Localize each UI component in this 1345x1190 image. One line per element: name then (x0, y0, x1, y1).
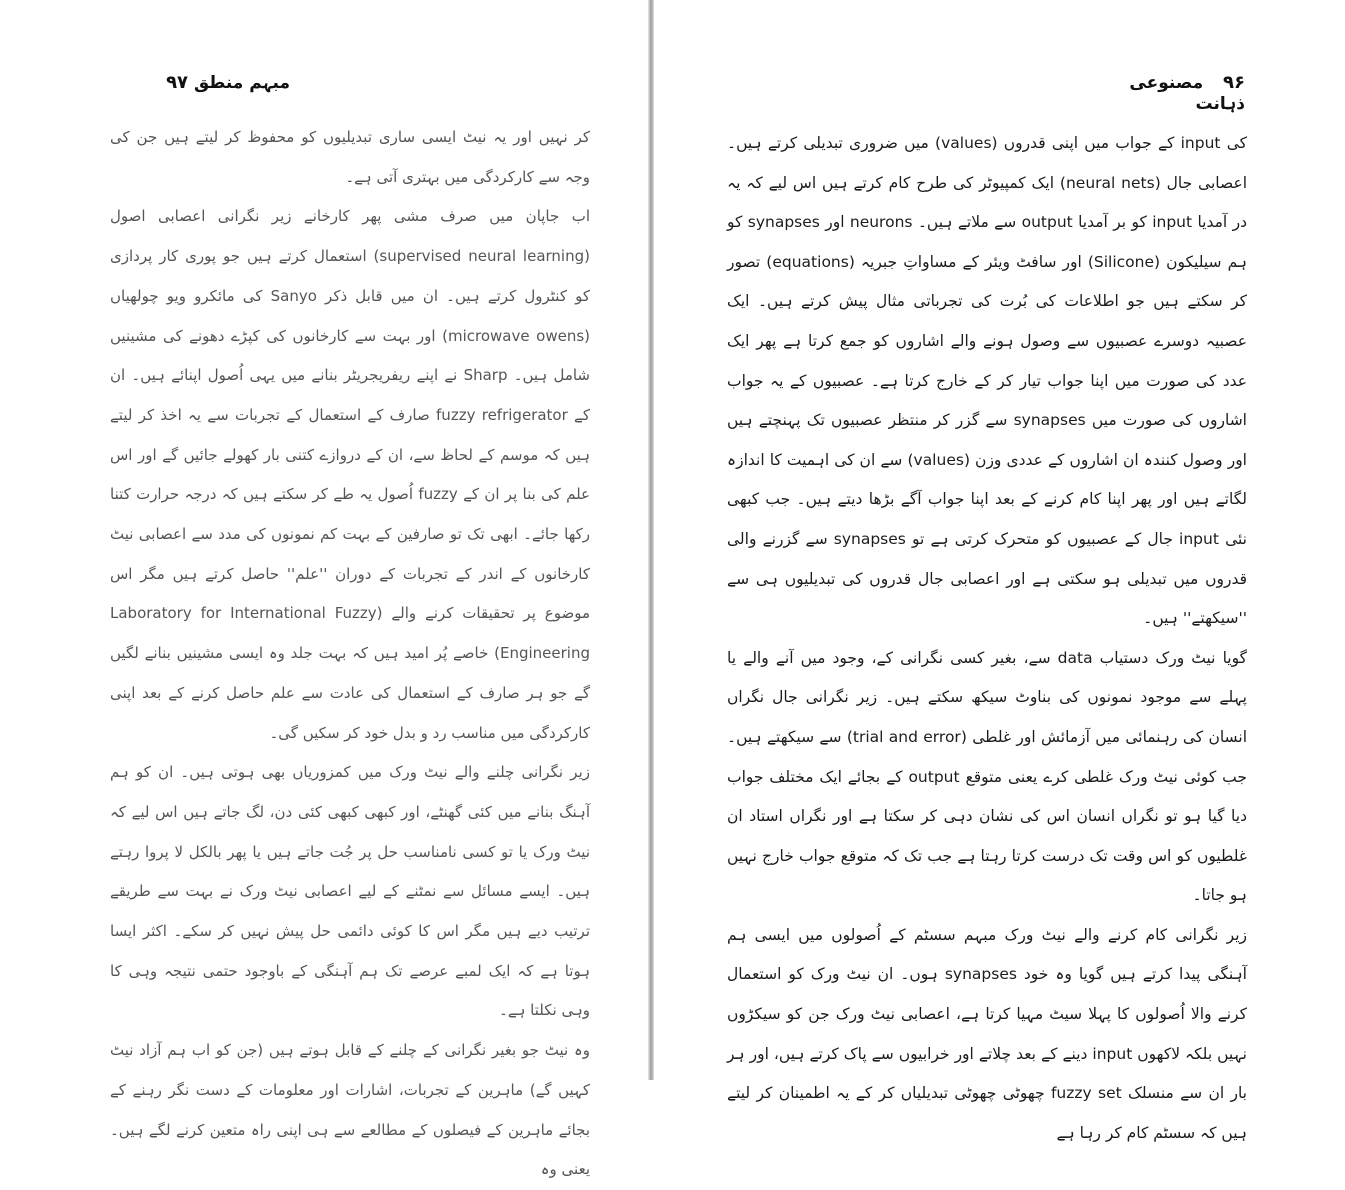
right-running-head (1085, 72, 1245, 114)
paragraph: اب جاپان میں صرف مشی پھر کارخانے زیر نگرانی اعصابی اصول (supervised neural learning) استعمال کرتے ہیں جو پوری کار پردازی کو کنٹرول کرتے ہیں۔ ان میں قابل ذکر Sanyo کی مائکرو ویو چولھیاں (microwave owens) اور بہت سے کارخانوں کی کپڑے دھونے کی مشینیں شامل ہیں۔ Sharp نے اپنے ریفریجریٹر بنانے میں یہی اُصول اپنائے ہیں۔ ان کے fuzzy refrigerator صارف کے استعمال کے تجربات سے یہ اخذ کر لیتے ہیں کہ موسم کے لحاظ سے، ان کے دروازے کتنی بار کھولے جائیں گے اور اس علم کی بنا پر ان کے fuzzy اُصول یہ طے کر سکتے ہیں کہ درجہ حرارت کتنا رکھا جائے۔ ابھی تک تو صارفین کے بہت کم نمونوں کی مدد سے اعصابی نیٹ کارخانوں کے اندر کے تجربات کے دوران ''علم'' حاصل کرتے ہیں مگر اس موضوع پر تحقیقات کرنے والے (Laboratory for International Fuzzy Engineering) خاصے پُر امید ہیں کہ بہت جلد وہ ایسی مشینیں بنانے لگیں گے جو ہر صارف کے استعمال کی عادت سے علم حاصل کرنے کے بعد اپنی کارکردگی میں مناسب رد و بدل خود کر سکیں گی۔ (110, 207, 590, 742)
book-gutter (648, 0, 654, 1080)
paragraph: زیر نگرانی چلنے والے نیٹ ورک میں کمزوریاں بھی ہوتی ہیں۔ ان کو ہم آہنگ بنانے میں کئی گھنٹے، اور کبھی کبھی کئی دن، لگ جاتے ہیں اس لیے کہ نیٹ ورک یا تو کسی نامناسب حل پر جُت جاتے ہیں یا پھر بالکل لا پروا رہتے ہیں۔ ایسے مسائل سے نمٹنے کے لیے اعصابی نیٹ ورک نے بہت سے طریقے ترتیب دیے ہیں مگر اس کا کوئی دائمی حل پیش نہیں کر سکے۔ اکثر ایسا ہوتا ہے کہ ایک لمبے عرصے تک ہم آہنگی کے باوجود حتمی نتیجہ وہی کا وہی نکلتا ہے۔ (110, 763, 590, 1020)
left-page-number: ۹۷ (166, 72, 189, 93)
left-page-body (110, 118, 590, 1190)
right-page-body (727, 124, 1247, 1153)
right-page-number: ۹۶ (1223, 72, 1245, 93)
paragraph: کر نہیں اور یہ نیٹ ایسی ساری تبدیلیوں کو محفوظ کر لیتے ہیں جن کی وجہ سے کارکردگی میں بہتری آتی ہے۔ (110, 128, 590, 186)
left-page (0, 0, 650, 1179)
left-running-head (110, 72, 290, 102)
paragraph: کی input کے جواب میں اپنی قدروں (values) میں ضروری تبدیلی کرتے ہیں۔ اعصابی جال (neural nets) ایک کمپیوٹر کی طرح کام کرتے ہیں اس لیے کہ یہ در آمدیا input کو بر آمدیا output سے ملاتے ہیں۔ neurons اور synapses کو ہم سیلیکون (Silicone) اور سافٹ ویئر کے مساواتِ جبریہ (equations) تصور کر سکتے ہیں جو اطلاعات کی بُرت کی تجرباتی مثال پیش کرتے ہیں۔ ایک عصبیہ دوسرے عصبیوں سے وصول ہونے والے اشاروں کو جمع کرتا ہے پھر ایک عدد کی صورت میں اپنا جواب تیار کر کے خارج کرتا ہے۔ عصبیوں کے یہ جواب اشاروں کی صورت میں synapses سے گزر کر منتظر عصبیوں تک پہنچتے ہیں اور وصول کنندہ ان اشاروں کے عددی وزن (values) سے ان کی اہمیت کا اندازہ لگاتے ہیں اور پھر اپنا کام کرنے کے بعد اپنا جواب آگے بڑھا دیتے ہیں۔ جب کبھی نئی input جال کے عصبیوں کو متحرک کرتی ہے تو synapses سے گزرنے والی قدروں میں تبدیلی ہو سکتی ہے اور اعصابی جال قدروں کی تبدیلیوں ہی سے ''سیکھتے'' ہیں۔ (727, 134, 1247, 628)
paragraph: زیر نگرانی کام کرنے والے نیٹ ورک مبہم سسٹم کے اُصولوں میں ایسی ہم آہنگی پیدا کرتے ہیں گویا وہ خود synapses ہوں۔ ان نیٹ ورک کو استعمال کرنے والا اُصولوں کا پہلا سیٹ مہیا کرتا ہے، اعصابی نیٹ ورک جن کو سیکڑوں نہیں بلکہ لاکھوں input دینے کے بعد چلاتے اور خرابیوں سے پاک کرتے ہیں، اور ہر بار ان سے منسلک fuzzy set چھوٹی چھوٹی تبدیلیاں کر کے یہ اطمینان کر لیتے ہیں کہ سسٹم کام کر رہا ہے (727, 925, 1247, 1142)
paragraph: وہ نیٹ جو بغیر نگرانی کے چلنے کے قابل ہوتے ہیں (جن کو اب ہم آزاد نیٹ کہیں گے) ماہرین کے تجربات، اشارات اور معلومات کے دست نگر رہنے کے بجائے ماہرین کے فیصلوں کے مطالعے سے ہی اپنی راہ متعین کرنے لگے ہیں۔ یعنی وہ (110, 1041, 590, 1179)
right-page (655, 0, 1345, 1142)
right-header-title: مصنوعی ذہانت (1129, 73, 1245, 114)
left-header-title: مبہم منطق (193, 73, 290, 93)
paragraph: گویا نیٹ ورک دستیاب data سے، بغیر کسی نگرانی کے، وجود میں آنے والے یا پہلے سے موجود نمونوں کی بناوٹ سیکھ سکتے ہیں۔ زیر نگرانی جال نگراں انسان کی رہنمائی میں آزمائش اور غلطی (trial and error) سے سیکھتے ہیں۔ جب کوئی نیٹ ورک غلطی کرے یعنی متوقع output کے بجائے ایک مختلف جواب دیا گیا ہو تو نگراں انسان اس کی نشان دہی کر سکتا ہے اور نگراں استاد ان غلطیوں کو اس وقت تک درست کرتا رہتا ہے جب تک کہ متوقع جواب خارج نہیں ہو جاتا۔ (727, 648, 1248, 905)
